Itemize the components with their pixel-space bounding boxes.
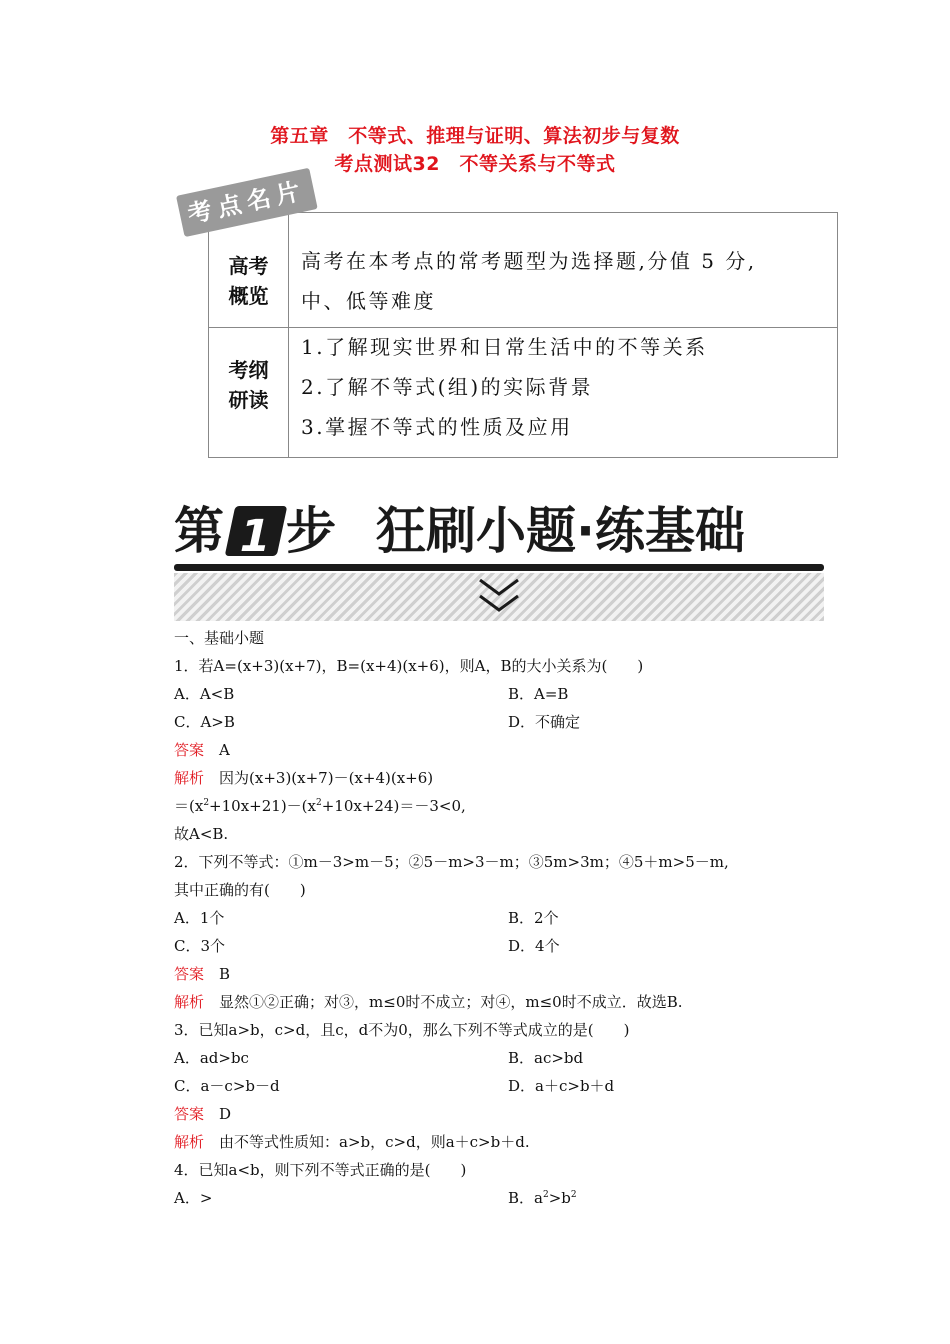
overview-text: 高考在本考点的常考题型为选择题,分值 5 分, 中、低等难度 (301, 249, 757, 313)
option-a: A．A<B (174, 685, 235, 703)
question-1-options-row (174, 708, 814, 736)
question-1-analysis-line: $=(x^2+10x+21)-(x^2+10x+24)=-3<0$, (174, 797, 466, 815)
option-b: B．ac>bd (508, 1049, 584, 1067)
option-b: B．$a^2>b^2$ (508, 1189, 577, 1207)
option-b: B．A=B (508, 685, 569, 703)
page-header (0, 122, 950, 178)
question-2-options-row (174, 932, 814, 960)
syllabus-list (301, 327, 829, 447)
option-a: A．> (174, 1189, 213, 1207)
question-1-answer: 答案 A (174, 741, 230, 759)
overview-label: 高考 概览 (228, 254, 269, 308)
question-3-options-row (174, 1072, 814, 1100)
option-a: A．ad>bc (174, 1049, 249, 1067)
question-3-answer: 答案 D (174, 1105, 232, 1123)
question-4-stem: 4．已知a<b，则下列不等式正确的是( ) (174, 1161, 467, 1179)
topic-badge: 考点名片 (176, 168, 318, 237)
question-3-stem: 3．已知a>b，c>d，且c，d不为0，那么下列不等式成立的是( ) (174, 1021, 630, 1039)
banner-bar (174, 564, 824, 571)
question-1-options-row (174, 680, 814, 708)
option-a: A．1个 (174, 909, 225, 927)
step-number: 1 (225, 506, 288, 556)
option-d: D．a＋c>b＋d (508, 1077, 615, 1095)
question-body (174, 624, 814, 1212)
banner-title: 第 1 步 狂刷小题·练基础 (174, 502, 745, 562)
question-2-answer: 答案 B (174, 965, 231, 983)
syllabus-item: 1.了解现实世界和日常生活中的不等关系 (301, 335, 708, 359)
topic-card (208, 212, 838, 458)
question-2-stem: 2．下列不等式：①m－3>m－5；②5－m>3－m；③5m>3m；④5＋m>5－m, (174, 853, 729, 871)
question-1-stem: 1．若A=(x+3)(x+7)，B=(x+4)(x+6)，则A，B的大小关系为( ) (174, 657, 644, 675)
question-3-analysis: 解析 由不等式性质知：a>b，c>d，则a＋c>b＋d. (174, 1133, 530, 1151)
question-3-options-row (174, 1044, 814, 1072)
option-d: D．4个 (508, 937, 560, 955)
test-title: 考点测试32 不等关系与不等式 (334, 153, 616, 175)
chapter-title: 第五章 不等式、推理与证明、算法初步与复数 (270, 125, 680, 147)
syllabus-item: 3.掌握不等式的性质及应用 (301, 415, 573, 439)
option-c: C．A>B (174, 713, 235, 731)
question-2-stem-line: 其中正确的有( ) (174, 881, 306, 899)
option-b: B．2个 (508, 909, 559, 927)
option-c: C．3个 (174, 937, 226, 955)
question-4-options-row (174, 1184, 814, 1212)
step-banner (174, 500, 824, 622)
syllabus-label: 考纲 研读 (228, 358, 269, 412)
section-heading: 一、基础小题 (174, 629, 265, 647)
option-c: C．a－c>b－d (174, 1077, 280, 1095)
card-divider-vertical (288, 213, 289, 457)
question-2-options-row (174, 904, 814, 932)
question-1-analysis: 解析 因为(x+3)(x+7)－(x+4)(x+6) (174, 769, 434, 787)
double-chevron-down-icon (474, 574, 524, 620)
question-2-analysis: 解析 显然①②正确；对③，m≤0时不成立；对④，m≤0时不成立．故选B. (174, 993, 683, 1011)
syllabus-item: 2.了解不等式(组)的实际背景 (301, 375, 594, 399)
question-1-conclusion: 故A<B. (174, 825, 229, 843)
option-d: D．不确定 (508, 713, 581, 731)
